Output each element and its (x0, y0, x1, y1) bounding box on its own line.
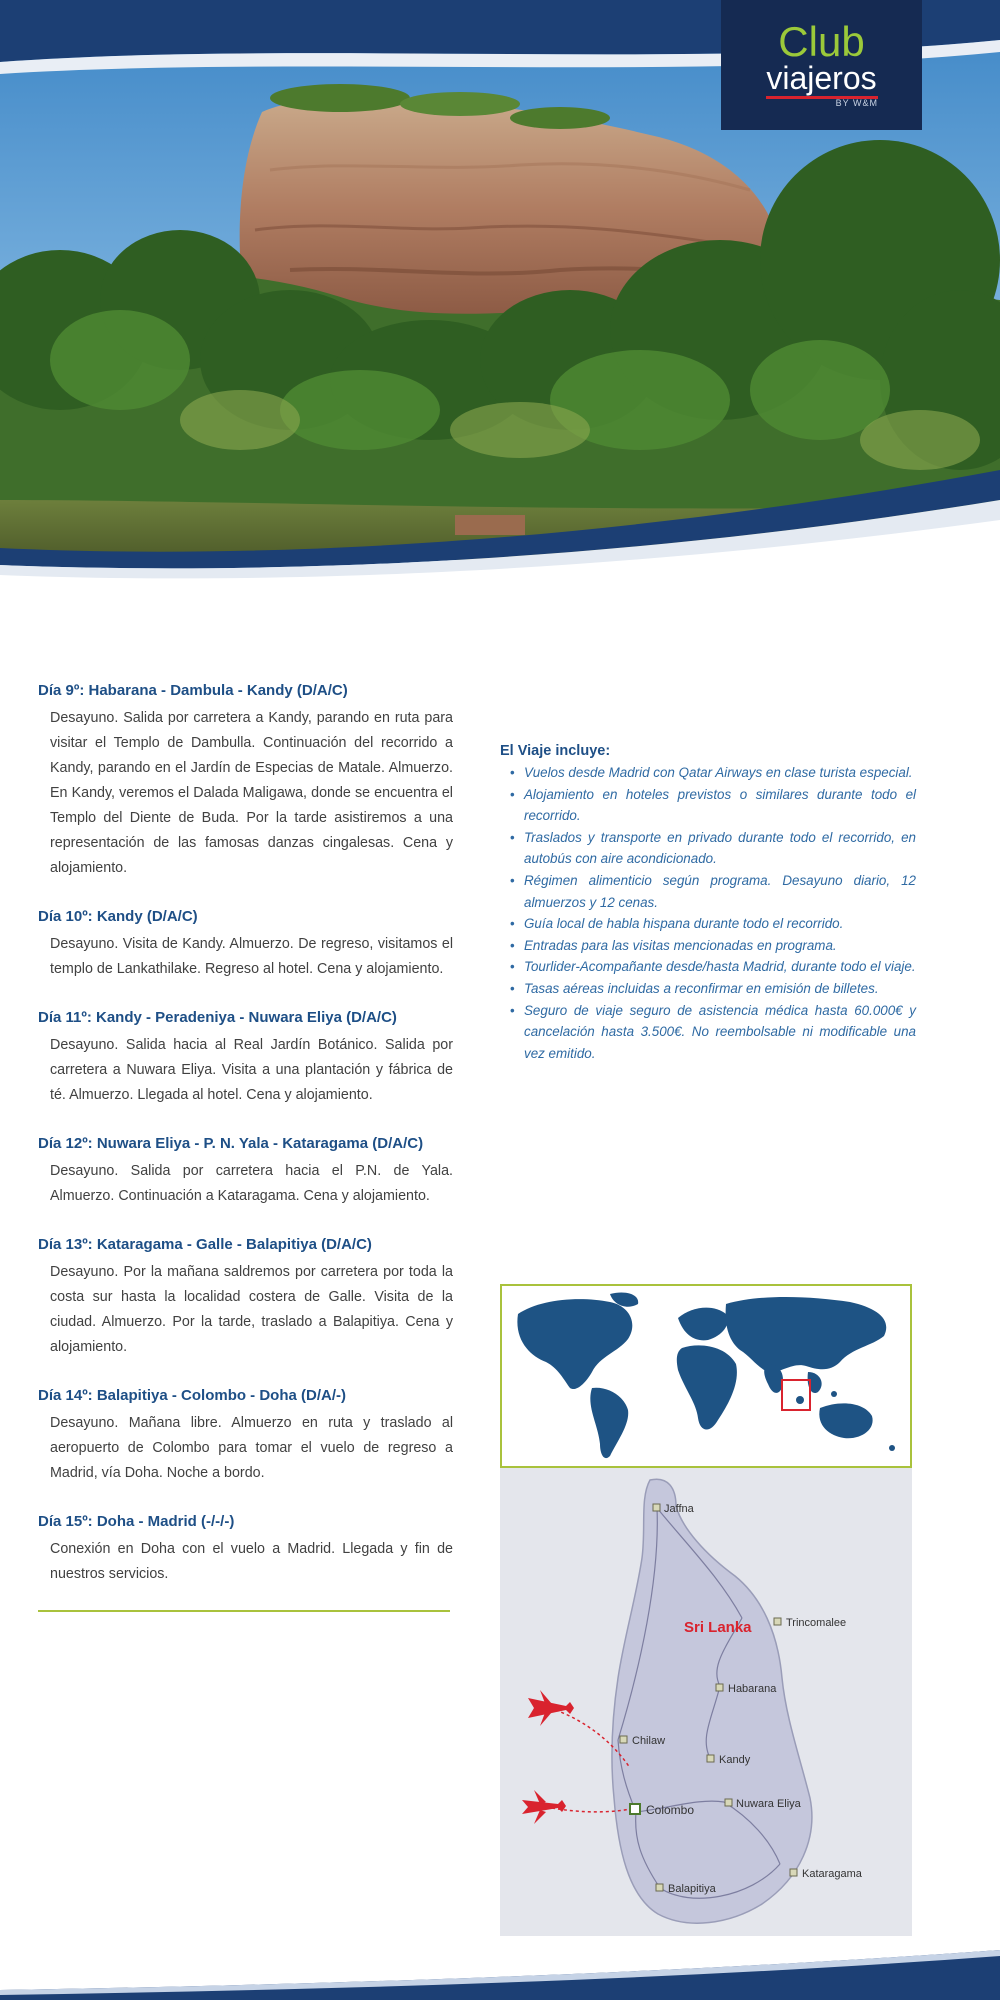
day-11 (38, 1007, 453, 1108)
day-11-title: Día 11º: Kandy - Peradeniya - Nuwara Eliya (D/A/C) (38, 1009, 397, 1026)
city-label-balapitiya: Balapitiya (668, 1883, 716, 1895)
city-label-nuwara-eliya: Nuwara Eliya (736, 1798, 801, 1810)
city-label-kataragama: Kataragama (802, 1868, 862, 1880)
day-9-title: Día 9º: Habarana - Dambula - Kandy (D/A/C) (38, 682, 348, 699)
world-map (500, 1284, 912, 1468)
includes-item: • Traslados y transporte en privado durante todo el recorrido, en autobús con aire acondicionado. (510, 829, 916, 867)
city-label-colombo: Colombo (646, 1803, 695, 1817)
includes-item: • Guía local de habla hispana durante todo el recorrido. (510, 916, 844, 932)
includes-title: El Viaje incluye: (500, 743, 611, 759)
sri-lanka-map (500, 1468, 912, 1936)
day-9-description: Desayuno. Salida por carretera a Kandy, parando en ruta para visitar el Templo de Dambulla. Continuación del recorrido a Kandy, parando en el Jardín de Especias de Matale. Almuerzo. En Kandy, veremos el Dalada Maligawa, donde se encuentra el Templo del Diente de Buda. Por la tarde asistiremos a una representación de las famosas danzas cingalesas. Cena y alojamiento. (50, 710, 453, 876)
includes-item: • Seguro de viaje seguro de asistencia médica hasta 60.000€ y cancelación hasta 3.500€. No reembolsable ni modificable una vez emitido. (510, 1002, 916, 1061)
club-viajeros-logo (721, 0, 922, 130)
city-label-habarana: Habarana (728, 1683, 777, 1695)
day-15-description: Conexión en Doha con el vuelo a Madrid. Llegada y fin de nuestros servicios. (50, 1541, 453, 1582)
day-10 (38, 906, 453, 982)
day-10-title: Día 10º: Kandy (D/A/C) (38, 908, 198, 925)
section-divider (38, 1610, 450, 1612)
day-9 (38, 680, 453, 881)
city-label-trincomalee: Trincomalee (786, 1617, 847, 1629)
day-12-title: Día 12º: Nuwara Eliya - P. N. Yala - Kataragama (D/A/C) (38, 1135, 424, 1152)
day-11-description: Desayuno. Salida hacia al Real Jardín Botánico. Salida por carretera a Nuwara Eliya. Visita a una plantación y fábrica de té. Almuerzo. Llegada al hotel. Cena y alojamiento. (50, 1037, 453, 1103)
includes-item: • Régimen alimenticio según programa. Desayuno diario, 12 almuerzos y 12 cenas. (510, 872, 916, 910)
city-label-chilaw: Chilaw (632, 1735, 666, 1747)
city-label-jaffna: Jaffna (664, 1503, 694, 1515)
day-13-title: Día 13º: Kataragama - Galle - Balapitiya (D/A/C) (38, 1236, 372, 1253)
day-14-title: Día 14º: Balapitiya - Colombo - Doha (D/A/-) (38, 1387, 346, 1404)
city-label-kandy: Kandy (719, 1754, 751, 1766)
day-10-description: Desayuno. Visita de Kandy. Almuerzo. De regreso, visitamos el templo de Lankathilake. Regreso al hotel. Cena y alojamiento. (50, 936, 453, 977)
day-12 (38, 1133, 453, 1209)
footer-swoosh (0, 1940, 1000, 2000)
logo-by-text: BY W&M (835, 98, 878, 108)
day-15-title: Día 15º: Doha - Madrid (-/-/-) (38, 1513, 235, 1530)
logo-viajeros-text: viajeros (766, 60, 877, 96)
day-15 (38, 1511, 453, 1587)
day-12-description: Desayuno. Salida por carretera hacia el P.N. de Yala. Almuerzo. Continuación a Kataragama. Cena y alojamiento. (50, 1163, 453, 1204)
includes-item: • Alojamiento en hoteles previstos o similares durante todo el recorrido. (510, 786, 916, 824)
day-14-description: Desayuno. Mañana libre. Almuerzo en ruta y traslado al aeropuerto de Colombo para tomar el vuelo de regreso a Madrid, vía Doha. Noche a bordo. (50, 1415, 453, 1481)
logo-club-text: Club (778, 18, 865, 65)
itinerary (38, 680, 453, 1612)
includes-item: • Entradas para las visitas mencionadas en programa. (510, 937, 837, 953)
includes-item: • Tourlider-Acompañante desde/hasta Madrid, durante todo el viaje. (510, 959, 916, 975)
includes-item: • Vuelos desde Madrid con Qatar Airways en clase turista especial. (510, 765, 913, 780)
country-label: Sri Lanka (684, 1619, 752, 1636)
includes-list (500, 762, 916, 1064)
day-14 (38, 1385, 453, 1486)
day-13-description: Desayuno. Por la mañana saldremos por carretera por toda la costa sur hasta la localidad costera de Galle. Visita de la ciudad. Almuerzo. Por la tarde, traslado a Balapitiya. Cena y alojamiento. (50, 1264, 453, 1355)
trip-includes (500, 743, 916, 1064)
day-13 (38, 1234, 453, 1360)
includes-item: • Tasas aéreas incluidas a reconfirmar en emisión de billetes. (510, 980, 879, 996)
